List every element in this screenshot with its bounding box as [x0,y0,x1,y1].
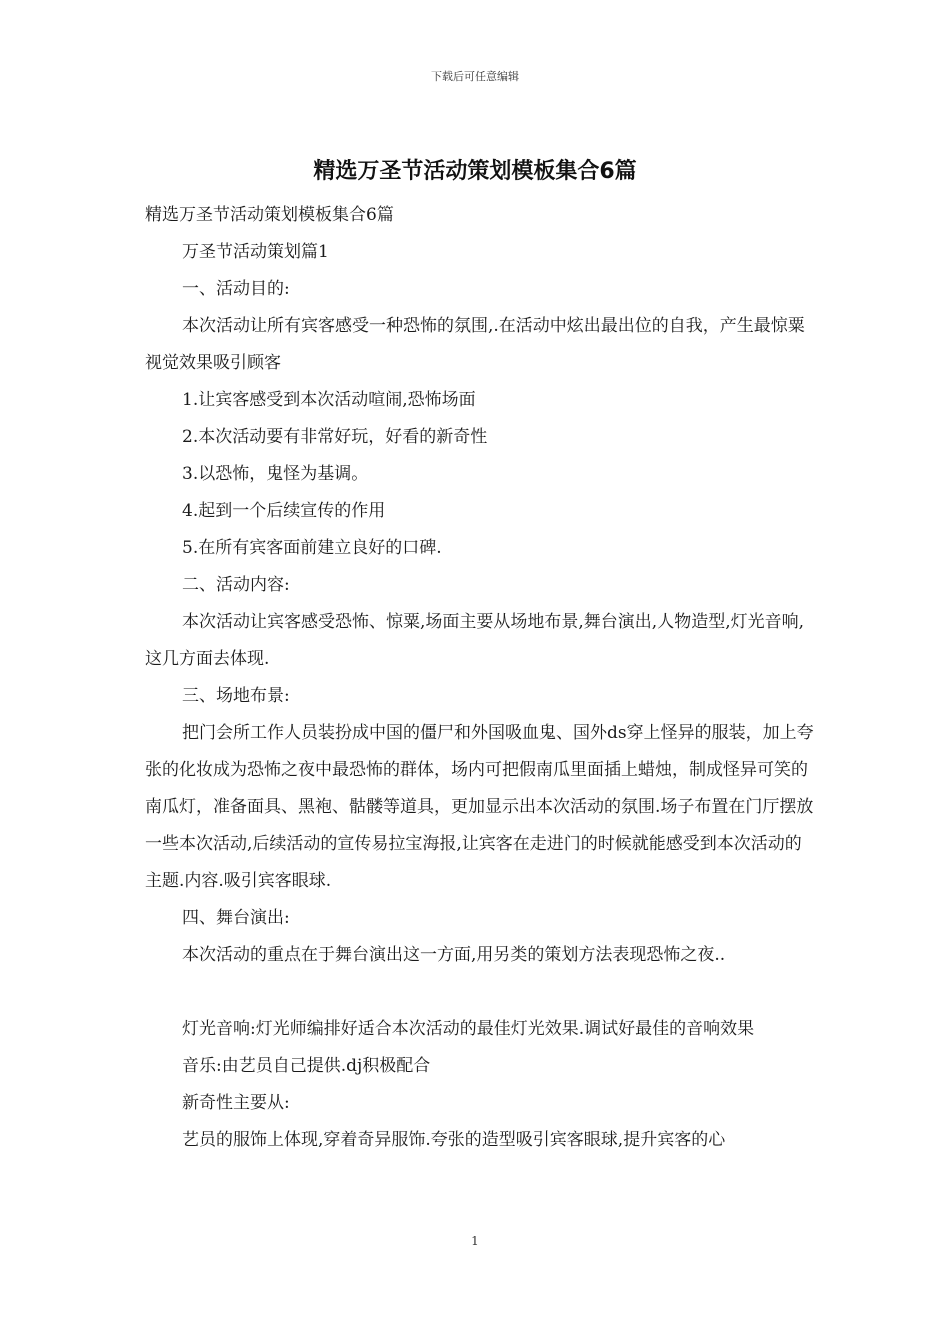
paragraph: 音乐:由艺员自己提供.dj积极配合 [182,1056,431,1076]
paragraph: 本次活动的重点在于舞台演出这一方面,用另类的策划方法表现恐怖之夜.. [182,945,726,965]
paragraph: 精选万圣节活动策划模板集合6篇 [145,205,394,225]
paragraph: 4.起到一个后续宣传的作用 [182,501,386,521]
paragraph: 把门会所工作人员装扮成中国的僵尸和外国吸血鬼、国外ds穿上怪异的服装，加上夸张的化妆成为恐怖之夜中最恐怖的群体，场内可把假南瓜里面插上蜡烛，制成怪异可笑的南瓜灯，准备面具、黑袍、骷髅等道具，更加显示出本次活动的氛围.场子布置在门厅摆放一些本次活动,后续活动的宣传易拉宝海报,让宾客在走进门的时候就能感受到本次活动的主题.内容.吸引宾客眼球. [145,723,814,891]
paragraph: 一、活动目的: [182,279,290,299]
paragraph: 5.在所有宾客面前建立良好的口碑. [182,538,442,558]
paragraph: 二、活动内容: [182,575,290,595]
paragraph: 新奇性主要从: [182,1093,290,1113]
paragraph: 本次活动让所有宾客感受一种恐怖的氛围,.在活动中炫出最出位的自我，产生最惊粟视觉效果吸引顾客 [145,316,805,373]
paragraph: 万圣节活动策划篇1 [182,242,329,262]
paragraph: 灯光音响:灯光师编排好适合本次活动的最佳灯光效果.调试好最佳的音响效果 [182,1019,755,1039]
header-note: 下载后可任意编辑 [431,70,519,83]
paragraph: 3.以恐怖，鬼怪为基调。 [182,464,369,484]
blank-line [145,974,817,1011]
document-title: 精选万圣节活动策划模板集合6篇 [313,159,637,184]
paragraph: 三、场地布景: [182,686,290,706]
paragraph: 本次活动让宾客感受恐怖、惊粟,场面主要从场地布景,舞台演出,人物造型,灯光音响,这几方面去体现. [145,612,805,669]
paragraph: 艺员的服饰上体现,穿着奇异服饰.夸张的造型吸引宾客眼球,提升宾客的心 [182,1130,726,1150]
paragraph: 四、舞台演出: [182,908,290,928]
page-number: 1 [471,1234,479,1248]
paragraph: 1.让宾客感受到本次活动喧闹,恐怖场面 [182,390,476,410]
paragraph: 2.本次活动要有非常好玩，好看的新奇性 [182,427,488,447]
document-body [145,197,817,1159]
